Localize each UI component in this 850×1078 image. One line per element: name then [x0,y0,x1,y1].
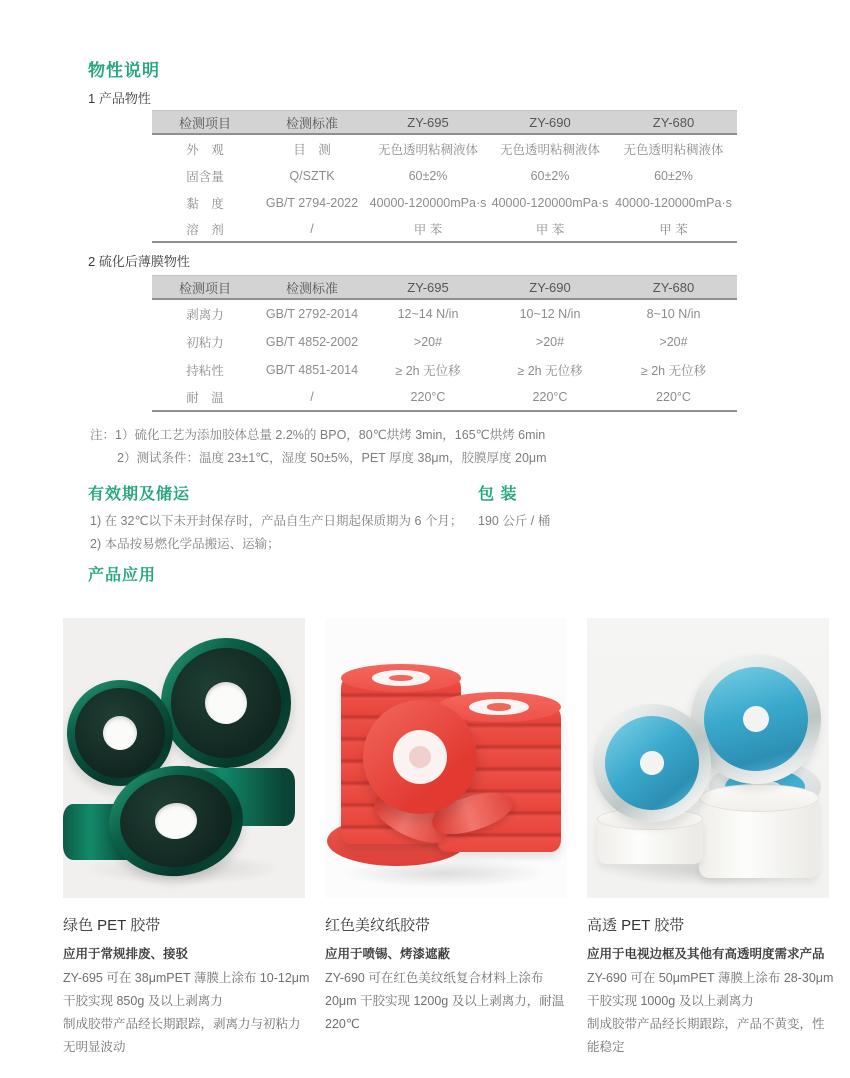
product-name: 高透 PET 胶带 [587,917,685,934]
table-row [152,384,737,412]
product-subtitle: 应用于喷锡、烤漆遮蔽 [325,947,451,961]
col-header: ZY-680 [652,279,695,295]
product-desc-line: ZY-690 可在红色美纹纸复合材料上涂布 [325,971,544,985]
table-cell: 黏 度 [186,196,224,211]
note-line-1: 注：1）硫化工艺为添加胶体总量 2.2%的 BPO，80℃烘烤 3min，165℃烘烤 6min [90,428,546,442]
table-cell: 目 测 [293,142,331,157]
product-desc-line: 无明显波动 [63,1040,126,1054]
table-row [152,216,737,243]
table-cell: 60±2% [530,168,570,183]
col-header: ZY-695 [407,114,449,130]
clear-pet-tape-photo [587,618,829,898]
table-cell: 固含量 [186,169,224,184]
table-cell: 40000-120000mPa·s [615,195,732,210]
product-desc-line: 制成胶带产品经长期跟踪，产品不黄变，性 [587,1017,825,1031]
red-crepe-tape-photo [325,618,567,898]
table-cell: 剥离力 [186,308,224,322]
table-cell: 220°C [656,390,691,404]
table-cell: 无色透明粘稠液体 [377,142,478,157]
table-cell: GB/T 2792-2014 [265,307,359,321]
table-cell: GB/T 2794-2022 [265,195,359,210]
white-tape-cylinder-top [699,784,819,812]
table-row [152,135,737,162]
table-cell: 8~10 N/in [646,307,701,321]
product-desc-line: 干胶实现 850g 及以上剥离力 [63,994,223,1008]
table-cell: ≥ 2h 无位移 [517,364,583,378]
col-header: 检测项目 [178,280,231,296]
table-cell: / [310,221,314,236]
product-subtitle: 应用于常规排废、接驳 [63,947,189,961]
table-cell: 溶 剂 [186,222,224,237]
col-header: ZY-690 [529,279,571,295]
table-cell: 60±2% [408,168,448,183]
table-cell: 甲 苯 [413,222,443,237]
table-cell: 外 观 [186,142,224,157]
note-line-2: 2）测试条件：温度 23±1℃，湿度 50±5%，PET 厚度 38μm，胶膜厚度 20μm [117,451,547,465]
table-row [152,328,737,356]
table-cell: 40000-120000mPa·s [491,195,609,210]
product-card-clear-pet [587,618,834,1054]
table-cell: 12~14 N/in [397,307,459,321]
product-desc-line: ZY-690 可在 50μmPET 薄膜上涂布 28-30μm [587,971,834,985]
section-title-properties: 物性说明 [88,61,160,80]
product-name: 红色美纹纸胶带 [325,917,431,934]
product-desc-line: 干胶实现 1000g 及以上剥离力 [587,994,754,1008]
table-cell: 10~12 N/in [519,307,581,321]
table-cell: 220°C [410,390,446,404]
table-cell: 甲 苯 [659,222,688,237]
subsection-product-properties: 1 产品物性 [88,91,151,106]
table-row [152,162,737,189]
product-desc-line: 220℃ [325,1017,360,1031]
table-header-row [152,110,737,135]
product-name: 绿色 PET 胶带 [63,917,161,934]
subsection-cured-film-properties: 2 硫化后薄膜物性 [88,254,190,269]
packaging-value: 190 公斤 / 桶 [478,514,551,528]
table-cell: >20# [659,335,688,349]
table-cell: 60±2% [654,168,693,183]
green-pet-tape-photo [63,618,305,898]
table-cell: 无色透明粘稠液体 [623,142,724,157]
section-title-packaging: 包 装 [478,486,518,503]
table-cell: ≥ 2h 无位移 [395,364,461,378]
table-cell: 耐 温 [186,391,224,405]
col-header: ZY-680 [652,114,695,130]
table-cell: 初粘力 [186,336,224,350]
table-cell: >20# [535,335,565,349]
product-desc-line: ZY-695 可在 38μmPET 薄膜上涂布 10-12μm [63,971,310,985]
tape-roll [149,626,303,780]
section-title-storage: 有效期及储运 [88,486,191,503]
table-cell: Q/SZTK [289,168,335,183]
storage-line-1: 1) 在 32℃以下未开封保存时，产品自生产日期起保质期为 6 个月； [90,514,463,528]
cured-film-properties-table [152,275,737,412]
col-header: 检测项目 [178,115,231,131]
col-header: ZY-690 [529,114,571,130]
table-row [152,356,737,384]
table-row [152,189,737,216]
table-cell: ≥ 2h 无位移 [640,364,707,378]
product-desc-line: 制成胶带产品经长期跟踪，剥离力与初粘力 [63,1017,301,1031]
table-cell: GB/T 4851-2014 [265,363,359,377]
table-cell: 220°C [532,390,568,404]
col-header: 检测标准 [285,280,338,296]
table-cell: 持粘性 [186,364,224,378]
table-cell: 40000-120000mPa·s [369,195,487,210]
table-cell: 无色透明粘稠液体 [499,142,600,157]
table-header-row [152,275,737,300]
table-cell: GB/T 4852-2002 [265,335,359,349]
col-header: 检测标准 [285,115,338,131]
tape-roll-top [341,664,461,692]
product-desc-line: 能稳定 [587,1040,625,1054]
section-title-applications: 产品应用 [88,567,157,584]
table-cell: 甲 苯 [535,222,565,237]
col-header: ZY-695 [407,279,449,295]
table-cell: / [310,390,314,404]
table-cell: >20# [413,335,443,349]
product-properties-table [152,110,737,243]
product-card-red-crepe [325,618,567,1040]
table-row [152,300,737,328]
storage-line-2: 2) 本品按易燃化学品搬运、运输； [90,537,280,551]
product-desc-line: 20μm 干胶实现 1200g 及以上剥离力，耐温 [325,994,565,1008]
product-card-green-pet [63,618,310,1054]
product-subtitle: 应用于电视边框及其他有高透明度需求产品 [587,947,825,961]
